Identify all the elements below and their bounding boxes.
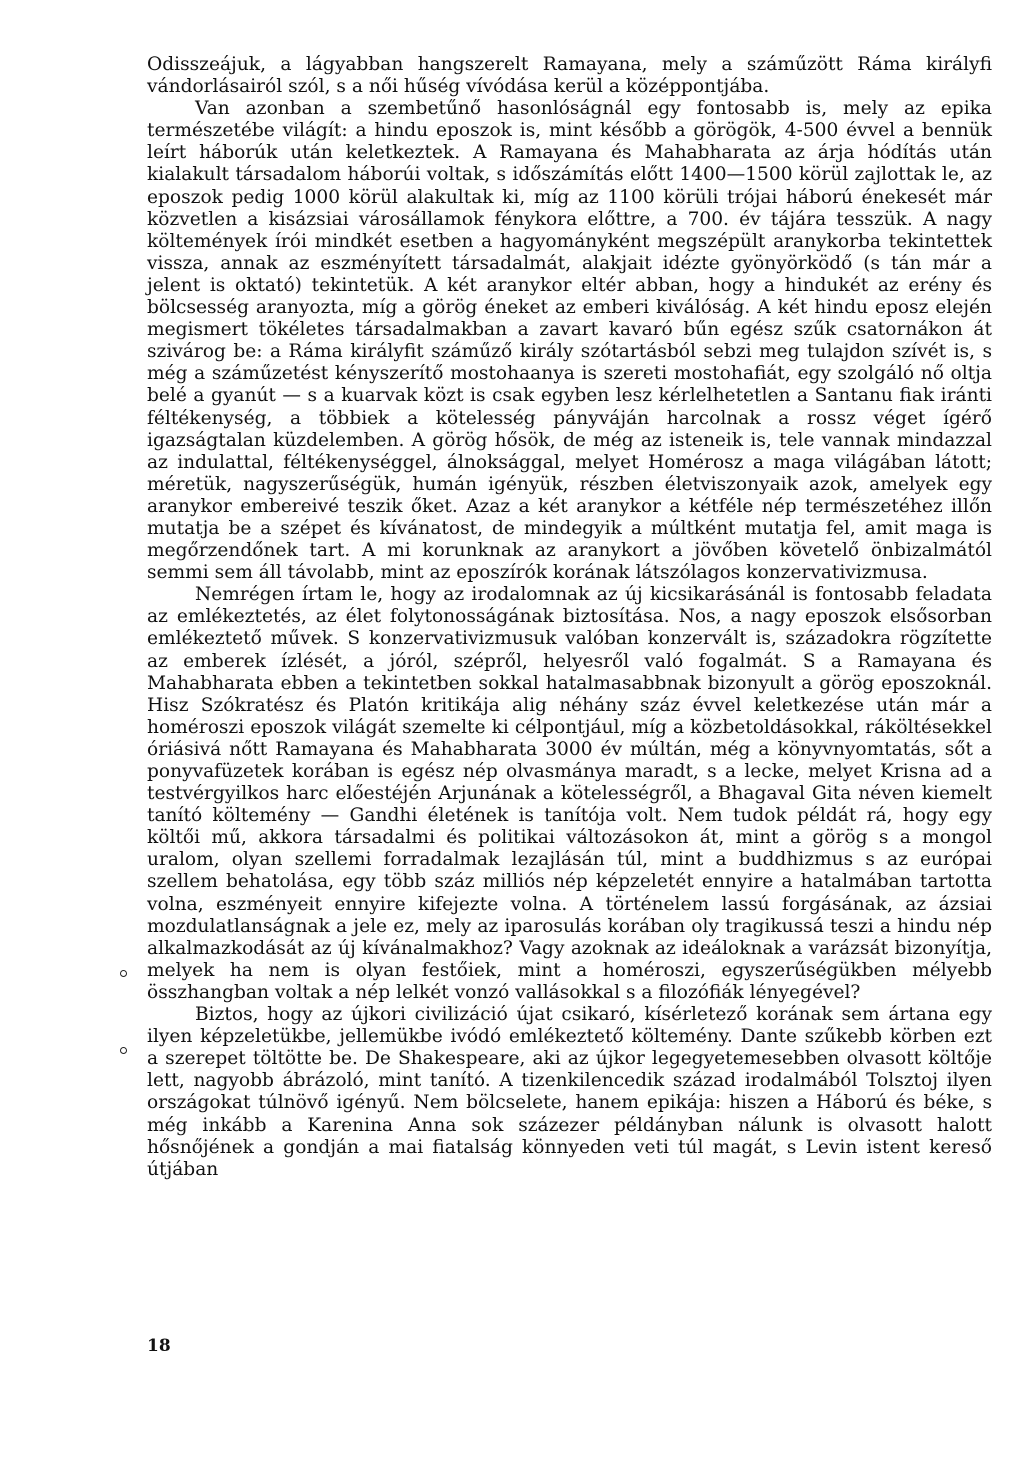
body-text	[147, 54, 992, 1181]
paragraph-4: Biztos, hogy az újkori civilizáció újat csikaró, kísérletező korának sem ártana egy ilyen képzeletükbe, jellemükbe ivódó emlékeztető költemény. Dante szűkebb körben ezt a szerepet töltötte be. De Shakespeare, aki az újkor legegyetemesebben olvasott költője lett, nagyobb ábrázoló, mint tanító. A tizenkilencedik század irodalmából Tolsztoj ilyen országokat túlnövő igényű. Nem bölcselete, hanem epikája: hiszen a Háború és béke, s még inkább a Karenina Anna sok százezer példányban nálunk is olvasott halott hősnőjének a gondján a mai fiatalság könnyeden veti túl magát, s Levin istent kereső útjában	[147, 1004, 992, 1180]
margin-dot	[120, 970, 127, 977]
margin-dot	[120, 1047, 127, 1054]
paragraph-3: Nemrégen írtam le, hogy az irodalomnak az új kicsikarásánál is fontosabb feladata az emlékeztetés, az élet folytonosságának biztosítása. Nos, a nagy eposzok elsősorban emlékeztető művek. S konzervativizmusuk valóban konzervált is, századokra rögzítette az emberek ízlését, a jóról, szépről, helyesről való fogalmát. S a Ramayana és Mahabharata ebben a tekintetben sokkal hatalmasabbnak bizonyult a görög eposzoknál. Hisz Szókratész és Platón kritikája alig néhány száz évvel keletkezése után már a homéroszi eposzok világát szemelte ki célpontjául, míg a közbetoldásokkal, ráköltésekkel óriásivá nőtt Ramayana és Mahabharata 3000 év múltán, még a könyvnyomtatás, sőt a ponyvafüzetek korában is egész nép olvasmánya maradt, s a lecke, melyet Krisna ad a testvérgyilkos harc előestéjén Arjunának a kötelességről, a Bhagaval Gita néven kiemelt tanító költemény — Gandhi életének is tanítója volt. Nem tudok példát rá, hogy egy költői mű, akkora társadalmi és politikai változásokon át, mint a görög s a mongol uralom, olyan szellemi forradalmak lezajlásán túl, mint a buddhizmus s az európai szellem behatolása, egy több száz milliós nép képzeletét ennyire a hatalmában tartotta volna, eszményeit ennyire kifejezte volna. A történelem lassú forgásának, az ázsiai mozdulatlanságnak a jele ez, mely az iparosulás korában oly tragikussá teszi a hindu nép alkalmazkodását az új kívánalmakhoz? Vagy azoknak az ideáloknak a varázsát bizonyítja, melyek ha nem is olyan festőiek, mint a homéroszi, egyszerűségükben mélyebb összhangban voltak a nép lelkét vonzó vallásokkal s a filozófiák lényegével?	[147, 584, 992, 1003]
paragraph-2: Van azonban a szembetűnő hasonlóságnál egy fontosabb is, mely az epika természetébe világít: a hindu eposzok is, mint később a görögök, 4-500 évvel a bennük leírt háborúk után keletkeztek. A Ramayana és Mahabharata az árja hódítás után kialakult társadalom háborúi voltak, s időszámítás előtt 1400—1500 körül zajlottak le, az eposzok pedig 1000 körül alakultak ki, míg az 1100 körüli trójai háború énekesét már közvetlen a kisázsiai városállamok fénykora előttre, a 700. év tájára tesszük. A nagy költemények írói mindkét esetben a hagyományként megszépült aranykorba tekintettek vissza, annak az eszményített társadalmát, alakjait idézte gyönyörködő (s tán már a jelent is oktató) tekintetük. A két aranykor eltér abban, hogy a hindukét az erény és bölcsesség aranyozta, míg a görög éneket az emberi kiválóság. A két hindu eposz elején megismert tökéletes társadalmakban a zavart kavaró bűn egész szűk csatornákon át szivárog be: a Ráma királyfit száműző király szótartásból sebzi meg tulajdon szívét is, s még a száműzetést kényszerítő mostohaanya is szereti mostohafiát, egy szolgáló nő oltja belé a gyanút — s a kuarvak közt is csak egyben lesz kérlelhetetlen a Santanu fiak iránti féltékenység, a többiek a kötelesség pányváján harcolnak a rossz véget ígérő igazságtalan küzdelemben. A görög hősök, de még az isteneik is, tele vannak mindazzal az indulattal, féltékenységgel, álnoksággal, melyet Homérosz a maga világában látott; méretük, nagyszerűségük, humán igényük, részben életviszonyaik azok, amelyek egy aranykor embereivé teszik őket. Azaz a két aranykor a kétféle nép természetéhez illőn mutatja be a szépet és kívánatost, de mindegyik a múltként mutatja fel, amit maga is megőrzendőnek tart. A mi korunknak az aranykort a jövőben követelő önbizalmától semmi sem áll távolabb, mint az eposzírók korának látszólagos konzervativizmusa.	[147, 98, 992, 584]
page-number: 18	[147, 1336, 171, 1356]
paragraph-1: Odisszeájuk, a lágyabban hangszerelt Ramayana, mely a száműzött Ráma királyfi vándorlásairól szól, s a női hűség vívódása kerül a középpontjába.	[147, 54, 992, 98]
